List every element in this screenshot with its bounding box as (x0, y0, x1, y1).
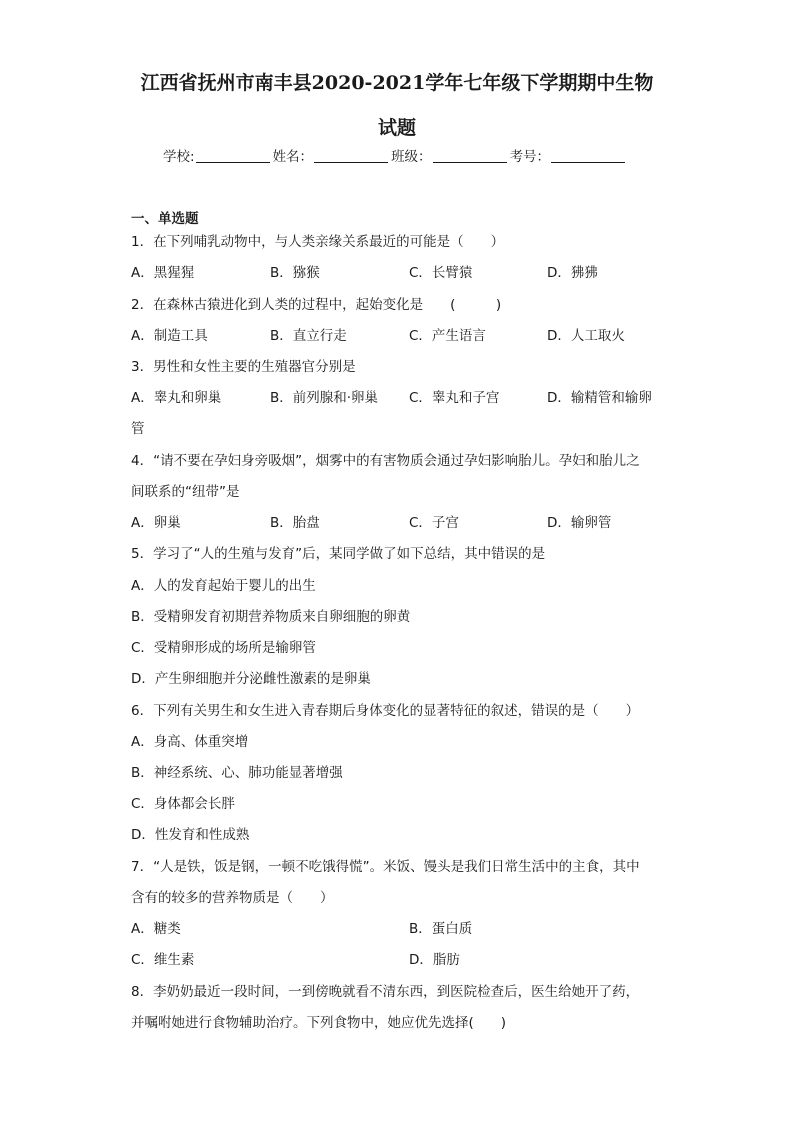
question-6-option-c[interactable]: C．身体都会长胖 (131, 796, 235, 812)
question-1-option-a[interactable]: A．黑猩猩 (131, 265, 195, 281)
question-6-option-d[interactable]: D．性发育和性成熟 (131, 827, 250, 843)
number-label: 考号： (509, 149, 551, 165)
question-2-option-c[interactable]: C．产生语言 (409, 328, 486, 344)
question-4-option-d[interactable]: D．输卵管 (547, 515, 612, 531)
question-3-option-d-wrap: 管 (131, 421, 145, 437)
question-7-option-a[interactable]: A．糖类 (131, 921, 181, 937)
question-4-option-a[interactable]: A．卵巢 (131, 515, 181, 531)
question-4-option-c[interactable]: C．子宫 (409, 515, 459, 531)
question-2-option-d[interactable]: D．人工取火 (547, 328, 625, 344)
school-label: 学校: (163, 149, 195, 165)
question-7-option-d[interactable]: D．脂肪 (409, 952, 460, 968)
student-info-row (163, 145, 628, 165)
question-1-option-c[interactable]: C．长臂猿 (409, 265, 473, 281)
question-4-stem: 4．“请不要在孕妇身旁吸烟”，烟雾中的有害物质会通过孕妇影响胎儿。孕妇和胎儿之 (131, 453, 640, 469)
exam-title-line2: 试题 (377, 117, 416, 139)
number-blank[interactable] (551, 148, 625, 163)
section-heading: 一、单选题 (131, 211, 199, 227)
question-3-option-d[interactable]: D．输精管和输卵 (547, 390, 652, 406)
question-7-option-b[interactable]: B．蛋白质 (409, 921, 473, 937)
question-5-option-c[interactable]: C．受精卵形成的场所是输卵管 (131, 640, 316, 656)
name-label: 姓名： (272, 149, 314, 165)
question-6-option-a[interactable]: A．身高、体重突增 (131, 734, 249, 750)
question-7-stem: 7．“人是铁，饭是钢，一顿不吃饿得慌”。米饭、馒头是我们日常生活中的主食，其中 (131, 859, 640, 875)
question-3-option-a[interactable]: A．睾丸和卵巢 (131, 390, 222, 406)
question-3-option-b[interactable]: B．前列腺和·卵巢 (270, 390, 379, 406)
question-1-option-b[interactable]: B．猕猴 (270, 265, 320, 281)
class-blank[interactable] (433, 148, 507, 163)
question-5-option-b[interactable]: B．受精卵发育初期营养物质来自卵细胞的卵黄 (131, 609, 411, 625)
exam-title: 江西省抚州市南丰县2020-2021学年七年级下学期期中生物 (140, 72, 654, 94)
question-8-stem: 8．李奶奶最近一段时间，一到傍晚就看不清东西，到医院检查后，医生给她开了药， (131, 984, 640, 1000)
name-blank[interactable] (314, 148, 388, 163)
school-blank[interactable] (196, 148, 270, 163)
question-5-option-a[interactable]: A．人的发育起始于婴儿的出生 (131, 578, 316, 594)
question-6-option-b[interactable]: B．神经系统、心、肺功能显著增强 (131, 765, 343, 781)
question-5-option-d[interactable]: D．产生卵细胞并分泌雌性激素的是卵巢 (131, 671, 371, 687)
question-7-stem-line2: 含有的较多的营养物质是（ ） (131, 890, 334, 906)
question-3-option-c[interactable]: C．睾丸和子宫 (409, 390, 500, 406)
question-2-option-b[interactable]: B．直立行走 (270, 328, 347, 344)
question-5-stem: 5．学习了“人的生殖与发育”后，某同学做了如下总结，其中错误的是 (131, 546, 546, 562)
question-1-stem: 1．在下列哺乳动物中，与人类亲缘关系最近的可能是（ ） (131, 234, 505, 250)
question-7-option-c[interactable]: C．维生素 (131, 952, 195, 968)
question-4-option-b[interactable]: B．胎盘 (270, 515, 320, 531)
question-4-stem-line2: 间联系的“纽带”是 (131, 484, 240, 500)
question-1-option-d[interactable]: D．狒狒 (547, 265, 598, 281)
question-2-option-a[interactable]: A．制造工具 (131, 328, 208, 344)
class-label: 班级： (391, 149, 432, 165)
question-8-stem-line2: 并嘱咐她进行食物辅助治疗。下列食物中，她应优先选择( ) (131, 1015, 507, 1031)
question-6-stem: 6．下列有关男生和女生进入青春期后身体变化的显著特征的叙述，错误的是（ ） (131, 703, 640, 719)
question-3-stem: 3．男性和女性主要的生殖器官分别是 (131, 359, 356, 375)
question-2-stem: 2．在森林古猿进化到人类的过程中，起始变化是 ( ) (131, 297, 502, 313)
